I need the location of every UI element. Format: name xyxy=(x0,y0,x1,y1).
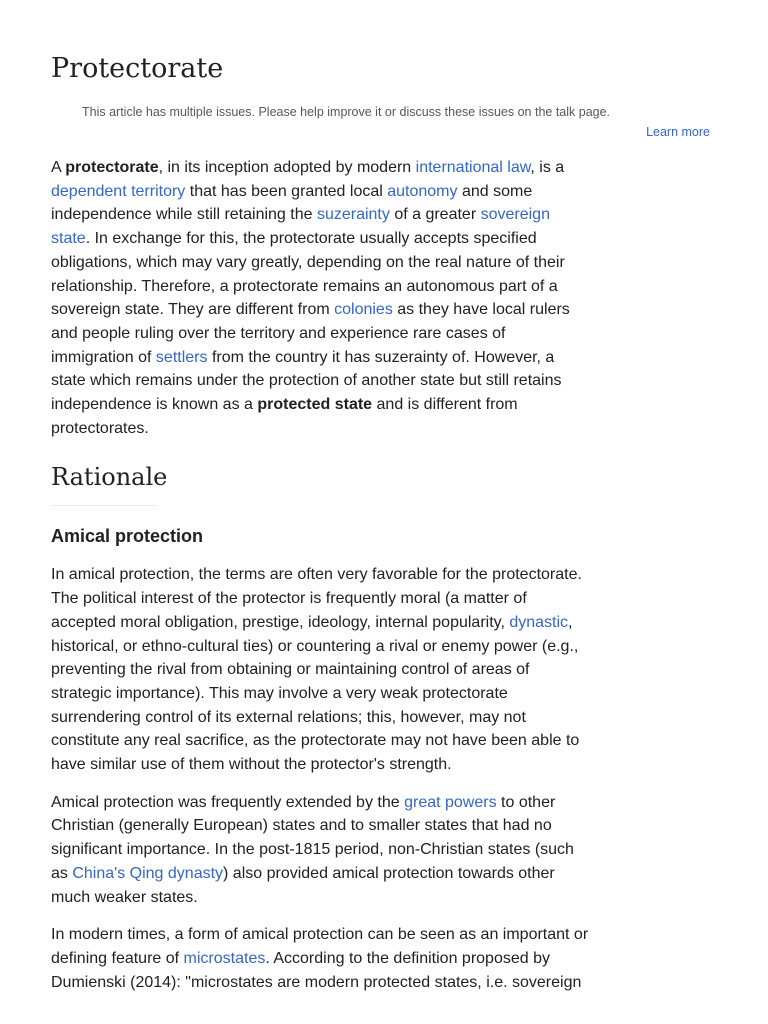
paragraph-amical-2 xyxy=(51,791,591,910)
link-suzerainty[interactable]: suzerainty xyxy=(316,206,390,224)
intro-text: as they have local rulers and people ruling over the territory and experience rare cases of immigration of xyxy=(51,301,570,366)
paragraph-text: In amical protection, the terms are often very favorable for the protectorate. The political interest of the protector is frequently moral (a matter of accepted moral obligation, prestige, ideology, internal popularity, xyxy=(51,566,582,631)
paragraph-amical-1 xyxy=(51,563,591,776)
intro-text: . In exchange for this, the protectorate usually accepts specified obligations, which may vary greatly, depending on the real nature of their relationship. Therefore, a protectorate remains an autonomous part of a sovereign state. They are different from xyxy=(51,230,565,319)
paragraph-text: Amical protection was frequently extended by the xyxy=(51,793,405,811)
issues-notice: This article has multiple issues. Please help improve it or discuss these issues on the talk page. xyxy=(82,105,611,119)
intro-text: that has been granted local xyxy=(185,182,388,200)
intro-text: of a greater xyxy=(389,206,481,224)
link-settlers[interactable]: settlers xyxy=(155,348,208,366)
subsection-heading-amical-protection: Amical protection xyxy=(51,526,204,547)
intro-text: and is different from protectorates. xyxy=(51,396,518,437)
paragraph-amical-3 xyxy=(51,923,591,994)
link-autonomy[interactable]: autonomy xyxy=(387,182,458,200)
paragraph-text: . According to the definition proposed by Dumienski (2014): "microstates are modern protected states, i.e. sovereign xyxy=(51,949,582,991)
intro-text: from the country it has suzerainty of. However, a state which remains under the protection of another state but still retains independence is known as a xyxy=(51,348,562,414)
learn-more-link[interactable]: Learn more xyxy=(646,125,710,139)
link-great-powers[interactable]: great powers xyxy=(404,793,497,811)
intro-paragraph xyxy=(51,156,591,440)
link-qing-dynasty[interactable]: China's Qing dynasty xyxy=(72,864,224,882)
term-protectorate: protectorate xyxy=(65,159,159,176)
intro-text: , is a xyxy=(530,159,565,176)
intro-text: A xyxy=(51,159,66,176)
article-body xyxy=(51,156,591,1008)
intro-text: , in its inception adopted by modern xyxy=(158,159,416,176)
page-title: Protectorate xyxy=(51,53,224,84)
intro-text: and some independence while still retaining the xyxy=(51,182,533,224)
link-microstates[interactable]: microstates xyxy=(183,949,266,967)
link-sovereign-state[interactable]: sovereign state xyxy=(51,206,550,248)
paragraph-text: to other Christian (generally European) states and to smaller states that had no significant importance. In the post-1815 period, non-Christian states (such as xyxy=(51,793,574,882)
section-heading-rationale: Rationale xyxy=(51,461,157,506)
link-colonies[interactable]: colonies xyxy=(334,301,393,319)
paragraph-text: In modern times, a form of amical protection can be seen as an important or defining feature of xyxy=(51,926,589,967)
paragraph-text: ) also provided amical protection towards other much weaker states. xyxy=(51,864,555,906)
link-international-law[interactable]: international law xyxy=(415,159,531,176)
link-dependent-territory[interactable]: dependent territory xyxy=(51,182,186,200)
term-protected-state: protected state xyxy=(257,396,373,414)
link-dynastic[interactable]: dynastic xyxy=(509,613,569,631)
paragraph-text: , historical, or ethno-cultural ties) or countering a rival or enemy power (e.g., preventing the rival from obtaining or maintaining control of areas of strategic importance). This may involve a very weak protectorate surrendering control of its external relations; this, however, may not constitute any real sacrifice, as the protectorate may not have been able to have similar use of them without the protector's strength. xyxy=(51,613,580,774)
